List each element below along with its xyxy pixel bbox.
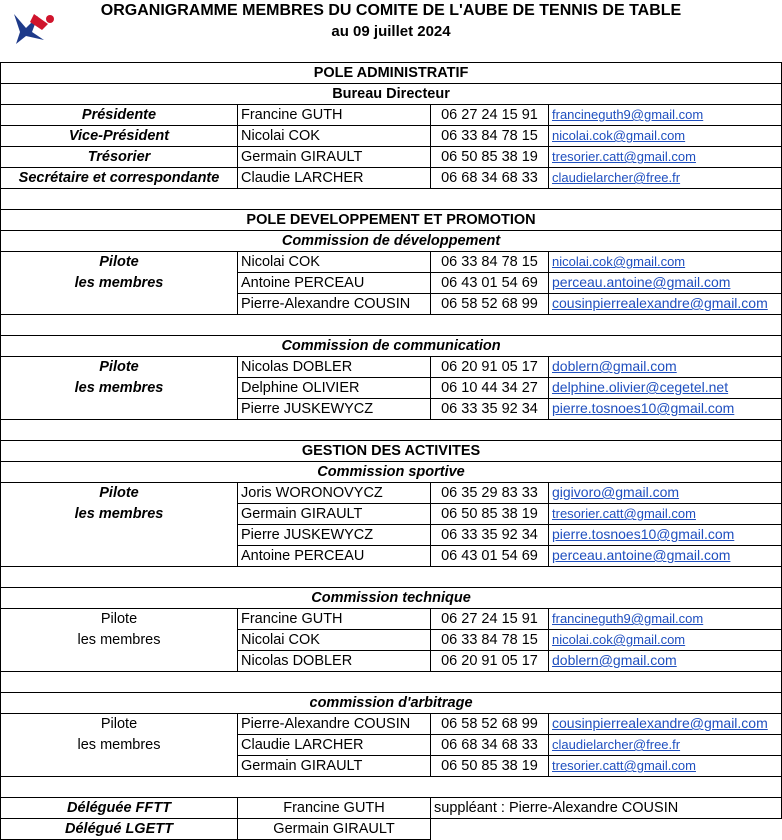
role-label: Vice-Président — [1, 126, 238, 147]
role-label: Pilote — [1, 252, 238, 273]
role-label — [1, 651, 238, 672]
role-label: Déléguée FFTT — [1, 798, 238, 819]
spacer-row — [1, 672, 782, 693]
page-date: au 09 juillet 2024 — [331, 23, 451, 40]
phone-number: 06 33 35 92 34 — [431, 399, 549, 420]
email-link[interactable]: cousinpierrealexandre@gmail.com — [552, 295, 768, 311]
delegue-note — [431, 819, 782, 840]
table-row — [1, 525, 782, 546]
page-title: ORGANIGRAMME MEMBRES DU COMITE DE L'AUBE DE TENNIS DE TABLE — [100, 2, 682, 19]
commission-title: Commission technique — [1, 588, 782, 609]
member-name: Pierre JUSKEWYCZ — [238, 525, 431, 546]
phone-number: 06 20 91 05 17 — [431, 651, 549, 672]
spacer-row — [1, 777, 782, 798]
phone-number: 06 68 34 68 33 — [431, 168, 549, 189]
role-label: Pilote — [1, 357, 238, 378]
section-title-pole-admin: POLE ADMINISTRATIF — [1, 63, 782, 84]
table-row — [1, 273, 782, 294]
spacer-row — [1, 567, 782, 588]
commission-title: Commission de développement — [1, 231, 782, 252]
member-name: Nicolai COK — [238, 630, 431, 651]
phone-number: 06 27 24 15 91 — [431, 609, 549, 630]
phone-number: 06 68 34 68 33 — [431, 735, 549, 756]
role-label — [1, 294, 238, 315]
table-row — [1, 147, 782, 168]
phone-number: 06 35 29 83 33 — [431, 483, 549, 504]
section-title-gestion: GESTION DES ACTIVITES — [1, 441, 782, 462]
member-name: Francine GUTH — [238, 798, 431, 819]
spacer-row — [1, 189, 782, 210]
phone-number: 06 33 84 78 15 — [431, 126, 549, 147]
role-label — [1, 546, 238, 567]
table-row — [1, 357, 782, 378]
member-name: Pierre-Alexandre COUSIN — [238, 294, 431, 315]
phone-number: 06 33 35 92 34 — [431, 525, 549, 546]
email-link[interactable]: francineguth9@gmail.com — [552, 107, 704, 122]
member-name: Germain GIRAULT — [238, 756, 431, 777]
subsection-title-bureau: Bureau Directeur — [1, 84, 782, 105]
commission-title: Commission sportive — [1, 462, 782, 483]
table-row — [1, 126, 782, 147]
email-link[interactable]: delphine.olivier@cegetel.net — [552, 379, 729, 395]
email-link[interactable]: francineguth9@gmail.com — [552, 611, 704, 626]
member-name: Germain GIRAULT — [238, 819, 431, 840]
phone-number: 06 50 85 38 19 — [431, 504, 549, 525]
table-row — [1, 735, 782, 756]
commission-title: Commission de communication — [1, 336, 782, 357]
email-link[interactable]: perceau.antoine@gmail.com — [552, 274, 731, 290]
member-name: Antoine PERCEAU — [238, 546, 431, 567]
member-name: Claudie LARCHER — [238, 168, 431, 189]
phone-number: 06 20 91 05 17 — [431, 357, 549, 378]
email-link[interactable]: nicolai.cok@gmail.com — [552, 254, 686, 269]
member-name: Antoine PERCEAU — [238, 273, 431, 294]
email-link[interactable]: doblern@gmail.com — [552, 652, 677, 668]
member-name: Nicolas DOBLER — [238, 357, 431, 378]
email-link[interactable]: perceau.antoine@gmail.com — [552, 547, 731, 563]
phone-number: 06 10 44 34 27 — [431, 378, 549, 399]
role-label: les membres — [1, 273, 238, 294]
phone-number: 06 43 01 54 69 — [431, 273, 549, 294]
delegue-note: suppléant : Pierre-Alexandre COUSIN — [431, 798, 782, 819]
member-name: Germain GIRAULT — [238, 504, 431, 525]
table-row — [1, 294, 782, 315]
header — [0, 0, 782, 62]
role-label: Présidente — [1, 105, 238, 126]
role-label: Pilote — [1, 714, 238, 735]
member-name: Nicolas DOBLER — [238, 651, 431, 672]
section-title-pole-dev: POLE DEVELOPPEMENT ET PROMOTION — [1, 210, 782, 231]
role-label — [1, 399, 238, 420]
role-label: les membres — [1, 378, 238, 399]
table-row — [1, 819, 782, 840]
email-link[interactable]: gigivoro@gmail.com — [552, 484, 680, 500]
member-name: Nicolai COK — [238, 126, 431, 147]
member-name: Francine GUTH — [238, 609, 431, 630]
table-row — [1, 105, 782, 126]
member-name: Nicolai COK — [238, 252, 431, 273]
phone-number: 06 50 85 38 19 — [431, 756, 549, 777]
role-label: Secrétaire et correspondante — [1, 168, 238, 189]
table-row — [1, 651, 782, 672]
email-link[interactable]: tresorier.catt@gmail.com — [552, 506, 696, 521]
spacer-row — [1, 315, 782, 336]
role-label: les membres — [1, 504, 238, 525]
email-link[interactable]: pierre.tosnoes10@gmail.com — [552, 526, 735, 542]
table-row — [1, 630, 782, 651]
role-label: Trésorier — [1, 147, 238, 168]
email-link[interactable]: doblern@gmail.com — [552, 358, 677, 374]
member-name: Pierre-Alexandre COUSIN — [238, 714, 431, 735]
phone-number: 06 33 84 78 15 — [431, 630, 549, 651]
member-name: Germain GIRAULT — [238, 147, 431, 168]
phone-number: 06 43 01 54 69 — [431, 546, 549, 567]
table-row — [1, 378, 782, 399]
spacer-row — [1, 420, 782, 441]
email-link[interactable]: tresorier.catt@gmail.com — [552, 758, 696, 773]
email-link[interactable]: claudielarcher@free.fr — [552, 737, 681, 752]
table-row — [1, 168, 782, 189]
table-row — [1, 483, 782, 504]
role-label: les membres — [1, 630, 238, 651]
phone-number: 06 50 85 38 19 — [431, 147, 549, 168]
commission-title: commission d'arbitrage — [1, 693, 782, 714]
table-row — [1, 756, 782, 777]
email-link[interactable]: nicolai.cok@gmail.com — [552, 632, 686, 647]
member-name: Joris WORONOVYCZ — [238, 483, 431, 504]
role-label: les membres — [1, 735, 238, 756]
email-link[interactable]: pierre.tosnoes10@gmail.com — [552, 400, 735, 416]
member-name: Francine GUTH — [238, 105, 431, 126]
phone-number: 06 58 52 68 99 — [431, 294, 549, 315]
organigramme-table — [0, 62, 782, 840]
role-label: Pilote — [1, 609, 238, 630]
table-row — [1, 504, 782, 525]
phone-number: 06 33 84 78 15 — [431, 252, 549, 273]
email-link[interactable]: cousinpierrealexandre@gmail.com — [552, 715, 768, 731]
phone-number: 06 58 52 68 99 — [431, 714, 549, 735]
phone-number: 06 27 24 15 91 — [431, 105, 549, 126]
table-row — [1, 798, 782, 819]
role-label: Pilote — [1, 483, 238, 504]
table-row — [1, 609, 782, 630]
role-label — [1, 525, 238, 546]
member-name: Claudie LARCHER — [238, 735, 431, 756]
table-row — [1, 252, 782, 273]
table-row — [1, 546, 782, 567]
role-label — [1, 756, 238, 777]
role-label: Délégué LGETT — [1, 819, 238, 840]
member-name: Delphine OLIVIER — [238, 378, 431, 399]
table-row — [1, 714, 782, 735]
table-row — [1, 399, 782, 420]
email-link[interactable]: nicolai.cok@gmail.com — [552, 128, 686, 143]
member-name: Pierre JUSKEWYCZ — [238, 399, 431, 420]
email-link[interactable]: tresorier.catt@gmail.com — [552, 149, 696, 164]
email-link[interactable]: claudielarcher@free.fr — [552, 170, 681, 185]
